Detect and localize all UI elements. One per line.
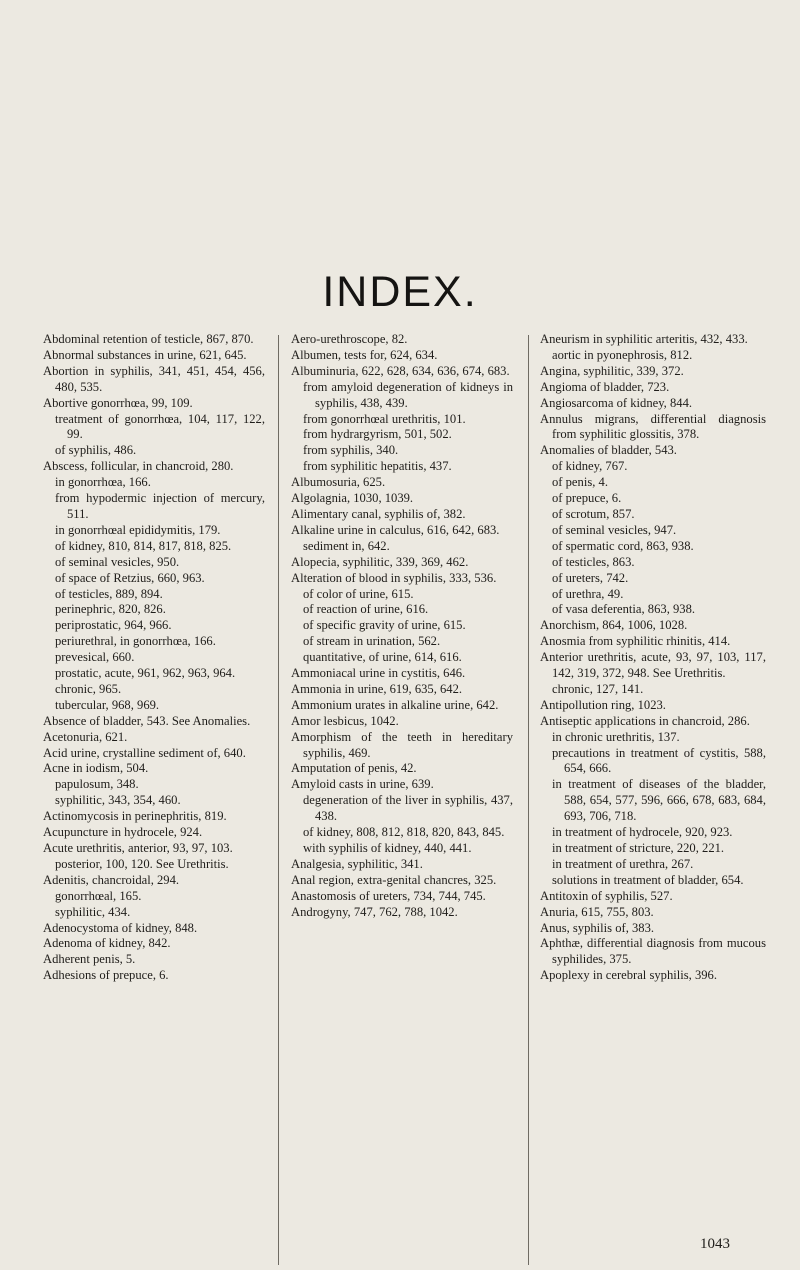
index-subentry: from hypodermic injection of mercury, 511. bbox=[55, 491, 265, 521]
index-subentry: from syphilis, 340. bbox=[303, 443, 399, 458]
index-subentry: of reaction of urine, 616. bbox=[303, 602, 429, 617]
index-subentry: of vasa deferentia, 863, 938. bbox=[552, 602, 696, 617]
index-entry: Adenoma of kidney, 842. bbox=[43, 936, 171, 951]
index-subentry: prevesical, 660. bbox=[55, 650, 135, 665]
index-subentry: from gonorrhœal urethritis, 101. bbox=[303, 411, 466, 426]
index-entry: Anus, syphilis of, 383. bbox=[540, 920, 655, 935]
index-entry: Adherent penis, 5. bbox=[43, 952, 136, 967]
index-entry: Anterior urethritis, acute, 93, 97, 103, 117, 142, 319, 372, 948. See Urethritis. bbox=[540, 650, 766, 681]
index-subentry: of kidney, 808, 812, 818, 820, 843, 845. bbox=[303, 825, 505, 840]
index-entry: Aero-urethroscope, 82. bbox=[291, 332, 408, 346]
index-entry: Acupuncture in hydrocele, 924. bbox=[43, 825, 203, 840]
index-entry: Antitoxin of syphilis, 527. bbox=[540, 888, 673, 903]
index-entry: Abortive gonorrhœa, 99, 109. bbox=[43, 395, 193, 410]
index-subentry: periurethral, in gonorrhœa, 166. bbox=[55, 634, 216, 649]
index-entry: Apoplexy in cerebral syphilis, 396. bbox=[540, 968, 717, 983]
index-subentry: with syphilis of kidney, 440, 441. bbox=[303, 841, 472, 855]
index-subentry: of seminal vesicles, 947. bbox=[552, 522, 677, 537]
index-subentry: of syphilis, 486. bbox=[55, 443, 137, 458]
index-entry: Anosmia from syphilitic rhinitis, 414. bbox=[540, 634, 731, 649]
index-subentry: sediment in, 642. bbox=[303, 538, 390, 553]
index-subentry: from syphilitic hepatitis, 437. bbox=[303, 459, 452, 474]
index-subentry: tubercular, 968, 969. bbox=[55, 697, 160, 712]
index-entry: Algolagnia, 1030, 1039. bbox=[291, 491, 414, 506]
index-entry: Alimentary canal, syphilis of, 382. bbox=[291, 506, 466, 521]
index-subentry: of kidney, 767. bbox=[552, 459, 628, 474]
index-entry: Antipollution ring, 1023. bbox=[540, 697, 666, 712]
index-subentry: of color of urine, 615. bbox=[303, 586, 414, 601]
index-entry: Acne in iodism, 504. bbox=[43, 761, 149, 776]
index-subentry: in gonorrhœa, 166. bbox=[55, 475, 151, 490]
index-entry: Ammonia in urine, 619, 635, 642. bbox=[291, 681, 463, 696]
index-entry: Acid urine, crystalline sediment of, 640. bbox=[43, 745, 246, 760]
index-entry: Annulus migrans, differential diagnosis from syphilitic glossitis, 378. bbox=[540, 411, 766, 442]
index-entry: Albumen, tests for, 624, 634. bbox=[291, 347, 438, 362]
index-entry: Amyloid casts in urine, 639. bbox=[291, 777, 434, 792]
index-entry: Androgyny, 747, 762, 788, 1042. bbox=[291, 904, 458, 919]
index-subentry: of specific gravity of urine, 615. bbox=[303, 618, 466, 633]
index-entry: Amorphism of the teeth in hereditary syphilis, 469. bbox=[291, 729, 513, 760]
index-subentry: aortic in pyonephrosis, 812. bbox=[552, 347, 693, 362]
index-entry: Abnormal substances in urine, 621, 645. bbox=[43, 347, 247, 362]
index-entry: Anuria, 615, 755, 803. bbox=[540, 904, 654, 919]
index-subentry: perinephric, 820, 826. bbox=[55, 602, 166, 617]
index-entry: Anal region, extra-genital chancres, 325. bbox=[291, 872, 497, 887]
page-title: INDEX. bbox=[322, 268, 478, 316]
index-subentry: syphilitic, 434. bbox=[55, 904, 131, 919]
index-subentry: of testicles, 863. bbox=[552, 554, 635, 569]
index-entry: Albumosuria, 625. bbox=[291, 475, 386, 490]
index-entry: Adenitis, chancroidal, 294. bbox=[43, 872, 180, 887]
index-entry: Absence of bladder, 543. See Anomalies. bbox=[43, 713, 251, 728]
index-subentry: chronic, 965. bbox=[55, 681, 122, 696]
index-entry: Antiseptic applications in chancroid, 286. bbox=[540, 713, 750, 728]
index-entry: Anomalies of bladder, 543. bbox=[540, 443, 677, 458]
index-subentry: of spermatic cord, 863, 938. bbox=[552, 538, 694, 553]
index-subentry: degeneration of the liver in syphilis, 437, 438. bbox=[303, 793, 513, 824]
index-entry: Albuminuria, 622, 628, 634, 636, 674, 683. bbox=[291, 363, 510, 378]
index-subentry: gonorrhœal, 165. bbox=[55, 888, 142, 903]
index-subentry: in treatment of hydrocele, 920, 923. bbox=[552, 825, 733, 840]
index-subentry: chronic, 127, 141. bbox=[552, 681, 644, 696]
index-subentry: of penis, 4. bbox=[552, 475, 608, 490]
index-column-2 bbox=[291, 332, 513, 921]
index-entry: Acute urethritis, anterior, 93, 97, 103. bbox=[43, 841, 233, 855]
index-subentry: in treatment of diseases of the bladder, 588, 654, 577, 596, 666, 678, 683, 684, 693, 706, 718. bbox=[552, 777, 766, 824]
index-entry: Aphthæ, differential diagnosis from mucous syphilides, 375. bbox=[540, 936, 766, 967]
column-divider bbox=[528, 335, 529, 1265]
index-subentry: posterior, 100, 120. See Urethritis. bbox=[55, 856, 229, 871]
index-entry: Alopecia, syphilitic, 339, 369, 462. bbox=[291, 554, 469, 569]
index-entry: Abortion in syphilis, 341, 451, 454, 456, 480, 535. bbox=[43, 363, 265, 394]
index-column-1 bbox=[43, 332, 265, 984]
index-subentry: in treatment of urethra, 267. bbox=[552, 856, 694, 871]
index-subentry: in treatment of stricture, 220, 221. bbox=[552, 841, 725, 855]
index-entry: Actinomycosis in perinephritis, 819. bbox=[43, 809, 227, 824]
index-entry: Abdominal retention of testicle, 867, 870. bbox=[43, 332, 254, 346]
index-subentry: of prepuce, 6. bbox=[552, 491, 622, 506]
index-subentry: of seminal vesicles, 950. bbox=[55, 554, 180, 569]
index-subentry: papulosum, 348. bbox=[55, 777, 139, 792]
index-subentry: in chronic urethritis, 137. bbox=[552, 729, 680, 744]
index-subentry: periprostatic, 964, 966. bbox=[55, 618, 172, 633]
index-entry: Analgesia, syphilitic, 341. bbox=[291, 856, 423, 871]
index-entry: Aneurism in syphilitic arteritis, 432, 433. bbox=[540, 332, 748, 346]
index-entry: Amor lesbicus, 1042. bbox=[291, 713, 399, 728]
index-subentry: solutions in treatment of bladder, 654. bbox=[552, 872, 744, 887]
index-subentry: of urethra, 49. bbox=[552, 586, 624, 601]
index-subentry: of ureters, 742. bbox=[552, 570, 629, 585]
index-subentry: of space of Retzius, 660, 963. bbox=[55, 570, 205, 585]
index-entry: Alkaline urine in calculus, 616, 642, 683. bbox=[291, 522, 500, 537]
index-subentry: treatment of gonorrhœa, 104, 117, 122, 99. bbox=[55, 411, 265, 442]
index-subentry: of kidney, 810, 814, 817, 818, 825. bbox=[55, 538, 232, 553]
index-subentry: of stream in urination, 562. bbox=[303, 634, 441, 649]
index-entry: Anastomosis of ureters, 734, 744, 745. bbox=[291, 888, 486, 903]
index-subentry: quantitative, of urine, 614, 616. bbox=[303, 650, 462, 665]
index-subentry: from amyloid degeneration of kidneys in syphilis, 438, 439. bbox=[303, 379, 513, 410]
index-entry: Adhesions of prepuce, 6. bbox=[43, 968, 169, 983]
index-entry: Angioma of bladder, 723. bbox=[540, 379, 670, 394]
index-subentry: in gonorrhœal epididymitis, 179. bbox=[55, 522, 221, 537]
index-entry: Adenocystoma of kidney, 848. bbox=[43, 920, 198, 935]
index-entry: Angiosarcoma of kidney, 844. bbox=[540, 395, 693, 410]
column-divider bbox=[278, 335, 279, 1265]
index-entry: Ammoniacal urine in cystitis, 646. bbox=[291, 666, 466, 681]
index-entry: Abscess, follicular, in chancroid, 280. bbox=[43, 459, 234, 474]
index-entry: Amputation of penis, 42. bbox=[291, 761, 417, 776]
index-subentry: of scrotum, 857. bbox=[552, 506, 635, 521]
index-entry: Angina, syphilitic, 339, 372. bbox=[540, 363, 684, 378]
index-entry: Acetonuria, 621. bbox=[43, 729, 128, 744]
index-subentry: precautions in treatment of cystitis, 588, 654, 666. bbox=[552, 745, 766, 776]
index-subentry: prostatic, acute, 961, 962, 963, 964. bbox=[55, 666, 236, 681]
index-subentry: of testicles, 889, 894. bbox=[55, 586, 163, 601]
index-column-3 bbox=[540, 332, 766, 984]
index-subentry: syphilitic, 343, 354, 460. bbox=[55, 793, 181, 808]
index-subentry: from hydrargyrism, 501, 502. bbox=[303, 427, 452, 442]
index-entry: Alteration of blood in syphilis, 333, 536. bbox=[291, 570, 497, 585]
index-entry: Anorchism, 864, 1006, 1028. bbox=[540, 618, 688, 633]
page-number: 1043 bbox=[700, 1236, 730, 1252]
index-entry: Ammonium urates in alkaline urine, 642. bbox=[291, 697, 499, 712]
